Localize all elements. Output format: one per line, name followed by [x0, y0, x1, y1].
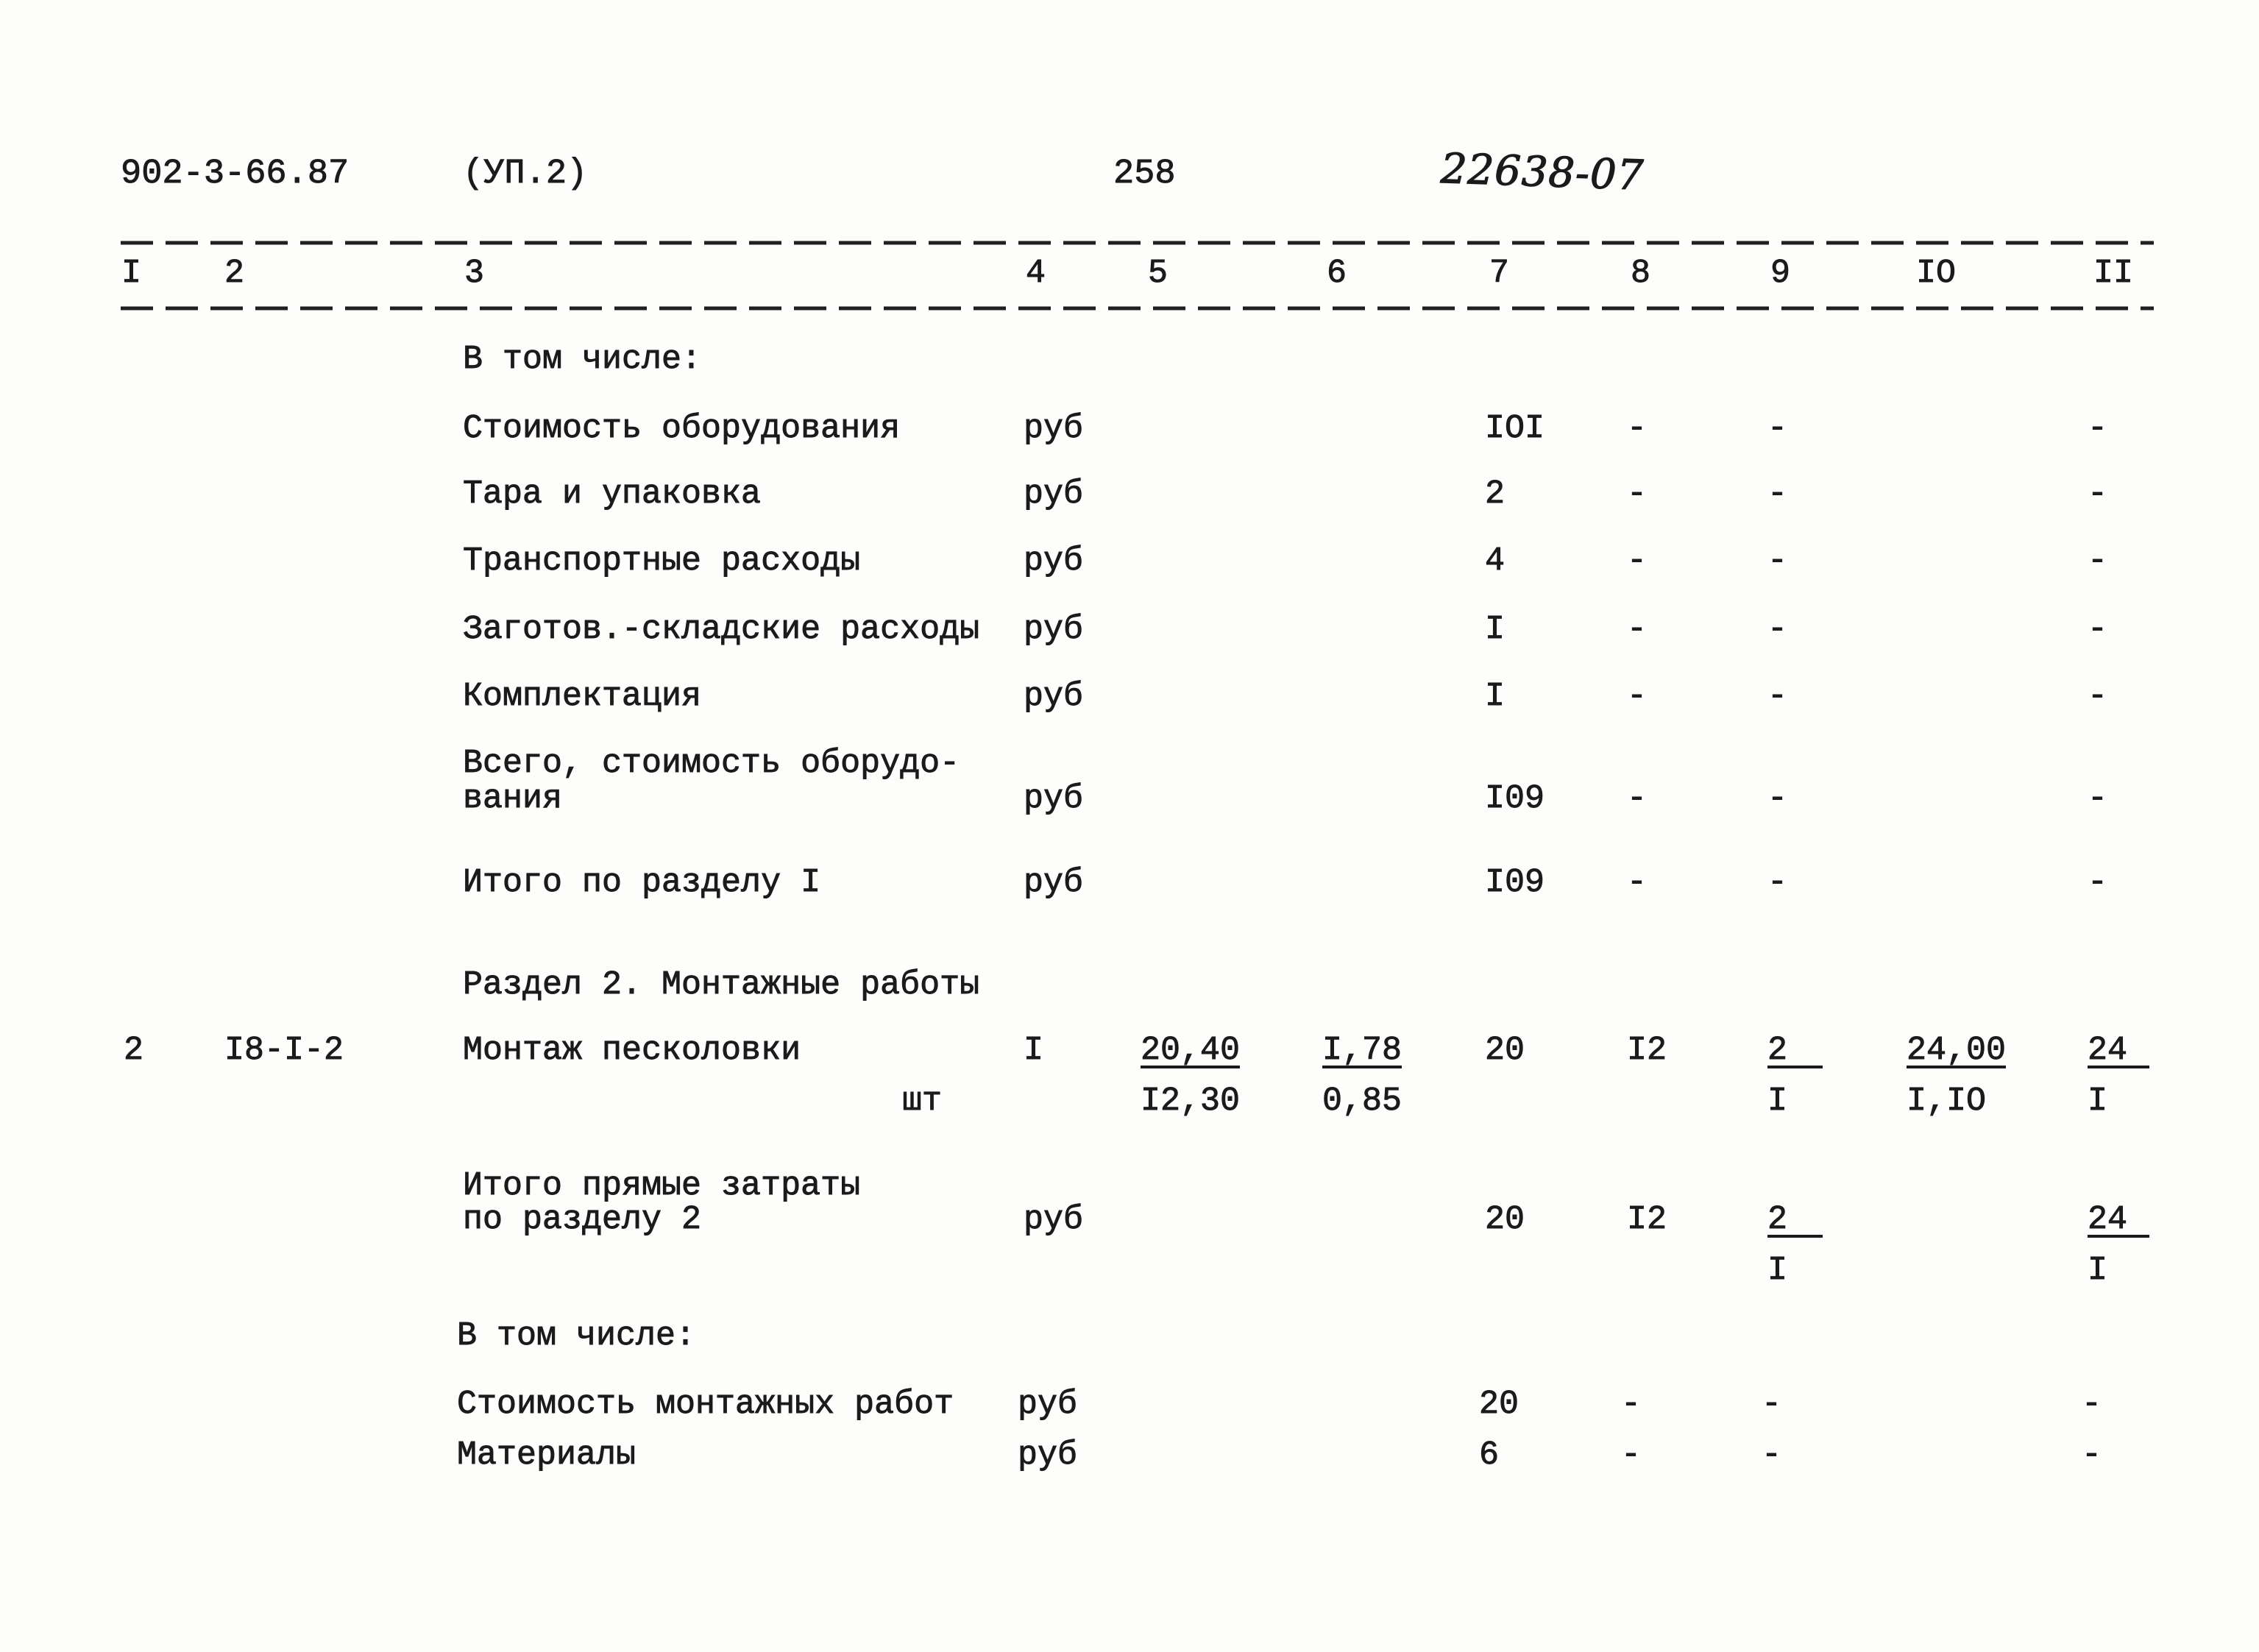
column-number: IO [1916, 255, 1957, 292]
including-label: В том числе: [463, 341, 702, 378]
cell-col8: I2 [1627, 1032, 1667, 1069]
row-name: Итого по разделу I [463, 864, 821, 901]
direct-costs-row [0, 1203, 2259, 1238]
item-code: I8-I-2 [224, 1032, 344, 1069]
row-name: Стоимость монтажных работ [457, 1386, 954, 1423]
cell-col11: - [2088, 475, 2108, 513]
inventory-number-handwritten: 22638-07 [1439, 145, 1645, 200]
column-number: 5 [1148, 255, 1168, 292]
cell-col9: - [1762, 1436, 1782, 1474]
cell-col9: - [1767, 475, 1788, 513]
row-name: Материалы [457, 1436, 636, 1474]
cell-col9: - [1767, 780, 1788, 818]
table-row [0, 412, 2259, 447]
cell-col11: - [2088, 864, 2108, 901]
row-unit: руб [1024, 780, 1084, 818]
cell-col8: - [1621, 1436, 1642, 1474]
row-unit: руб [1018, 1386, 1078, 1423]
cell-col9: - [1767, 611, 1788, 648]
row-name-continuation: вания [463, 780, 563, 818]
row-name: Транспортные расходы [463, 542, 861, 580]
total-equipment-row-line1 [0, 747, 2259, 782]
column-number: 2 [224, 255, 245, 292]
cell-col11: - [2088, 780, 2108, 818]
table-row [0, 613, 2259, 648]
including-label: В том числе: [457, 1317, 696, 1355]
album-number: (УП.2) [463, 155, 588, 194]
row-unit: руб [1024, 1201, 1084, 1238]
including-label-row [0, 1319, 2253, 1355]
item-row [0, 1034, 2259, 1069]
column-number: I [121, 255, 142, 292]
cell-col9-denominator: I [1767, 1082, 1788, 1120]
table-row [0, 1436, 2253, 1474]
cell-col11-denominator: I [2088, 1252, 2108, 1289]
including-label-row [0, 343, 2259, 378]
row-name: Тара и упаковка [463, 475, 762, 513]
column-number: 8 [1631, 255, 1651, 292]
cell-col7: I09 [1485, 864, 1545, 901]
table-row [0, 680, 2259, 715]
cell-col6-numerator: I,78 [1322, 1032, 1402, 1069]
cell-col11-numerator: 24 [2088, 1036, 2149, 1068]
column-number: II [2093, 255, 2134, 292]
row-name: Стоимость оборудования [463, 410, 901, 447]
row-name-continuation: по разделу 2 [463, 1201, 702, 1238]
cell-col5-numerator: 20,40 [1141, 1032, 1241, 1069]
section2-title-row [0, 968, 2259, 1004]
cell-col11: - [2088, 542, 2108, 580]
row-unit: руб [1024, 475, 1084, 513]
cell-col8: - [1627, 780, 1648, 818]
table-row [0, 1388, 2253, 1423]
page-number: 258 [1113, 155, 1176, 194]
cell-col9: - [1767, 678, 1788, 715]
cell-col10-numerator: 24,00 [1907, 1032, 2007, 1069]
cell-col11: - [2088, 410, 2108, 447]
cell-col7: 4 [1485, 542, 1506, 580]
cell-col7: IOI [1485, 410, 1545, 447]
row-unit: руб [1018, 1436, 1078, 1474]
cell-col7: 6 [1479, 1436, 1500, 1474]
row-unit: руб [1024, 864, 1084, 901]
document-code: 902-3-66.87 [121, 155, 350, 194]
column-number: 6 [1327, 255, 1347, 292]
item-name: Монтаж песколовки [463, 1032, 801, 1069]
row-name: Заготов.-складские расходы [463, 611, 980, 648]
column-numbers-row [0, 257, 2259, 292]
cell-col5-denominator: I2,30 [1141, 1082, 1241, 1120]
row-name: Всего, стоимость оборудо- [463, 745, 960, 782]
row-unit: руб [1024, 542, 1084, 580]
cell-col7: I09 [1485, 780, 1545, 818]
column-number: 3 [464, 255, 485, 292]
cell-col9-numerator: 2 [1767, 1036, 1823, 1068]
cell-col7: I [1485, 611, 1506, 648]
cell-col11-numerator: 24 [2088, 1205, 2149, 1238]
cell-col11: - [2082, 1386, 2102, 1423]
cell-col11: - [2088, 611, 2108, 648]
row-name: Комплектация [463, 678, 702, 715]
table-row [0, 475, 2259, 513]
item-quantity: I [1024, 1032, 1044, 1069]
cell-col10-denominator: I,IO [1907, 1082, 1987, 1120]
cell-col8: - [1621, 1386, 1642, 1423]
cell-col9: - [1767, 864, 1788, 901]
cell-col9-denominator: I [1767, 1252, 1788, 1289]
cell-col7: 20 [1479, 1386, 1519, 1423]
row-unit: руб [1024, 678, 1084, 715]
direct-costs-row-denominators [0, 1254, 2259, 1289]
cell-col7: 20 [1485, 1032, 1525, 1069]
total-equipment-row [0, 782, 2259, 818]
cell-col7: I [1485, 678, 1506, 715]
cell-col8: - [1627, 864, 1648, 901]
cell-col8: I2 [1627, 1201, 1667, 1238]
item-unit: шт [902, 1082, 943, 1120]
row-name: Итого прямые затраты [463, 1167, 861, 1205]
cell-col8: - [1627, 611, 1648, 648]
column-number: 9 [1770, 255, 1791, 292]
cell-col9: - [1767, 410, 1788, 447]
cell-col8: - [1627, 678, 1648, 715]
cell-col6-denominator: 0,85 [1322, 1082, 1402, 1120]
direct-costs-row-line1 [0, 1169, 2259, 1205]
cell-col9-numerator: 2 [1767, 1205, 1823, 1238]
item-row-second-line [0, 1082, 2259, 1120]
cell-col9: - [1767, 542, 1788, 580]
cell-col11: - [2082, 1436, 2102, 1474]
table-row [0, 542, 2259, 580]
row-unit: руб [1024, 611, 1084, 648]
cell-col11-denominator: I [2088, 1082, 2108, 1120]
cell-col8: - [1627, 542, 1648, 580]
item-number: 2 [124, 1032, 144, 1069]
section-title: Раздел 2. Монтажные работы [463, 966, 980, 1004]
cell-col9: - [1762, 1386, 1782, 1423]
cell-col7: 2 [1485, 475, 1506, 513]
cell-col8: - [1627, 410, 1648, 447]
cell-col8: - [1627, 475, 1648, 513]
column-number: 4 [1026, 255, 1046, 292]
cell-col11: - [2088, 678, 2108, 715]
section1-total-row [0, 866, 2259, 901]
column-number: 7 [1489, 255, 1510, 292]
cell-col7: 20 [1485, 1201, 1525, 1238]
row-unit: руб [1024, 410, 1084, 447]
